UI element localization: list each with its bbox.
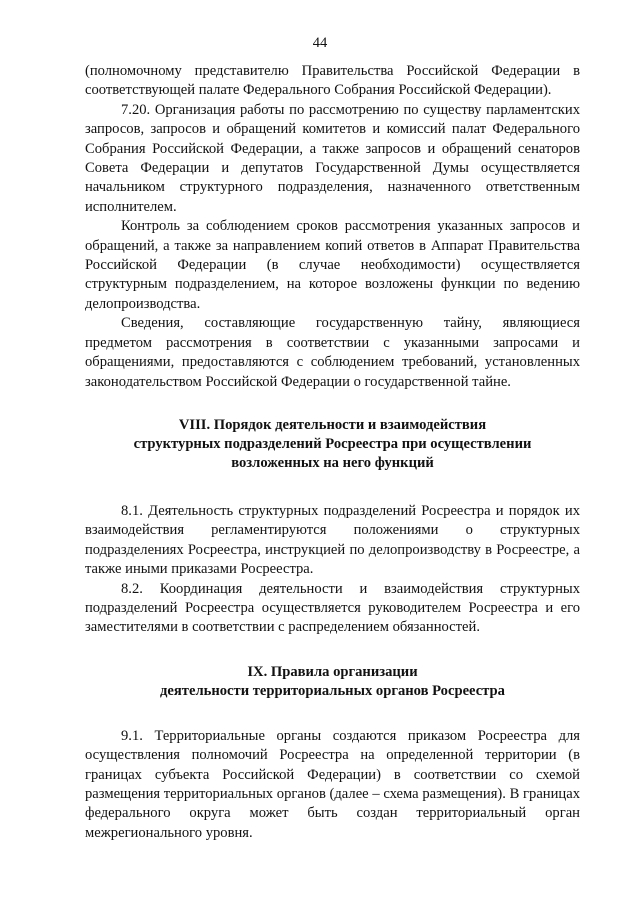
paragraph-8-1: 8.1. Деятельность структурных подразделений Росреестра и порядок их взаимодействия регламентируются положениями о структурных подразделениях Росреестра, инструкцией по делопроизводству в Росреестре, а также иными приказами Росреестра. <box>85 502 580 578</box>
section-8-title-line: VIII. Порядок деятельности и взаимодействия <box>178 416 487 433</box>
paragraph-8-2: 8.2. Координация деятельности и взаимодействия структурных подразделений Росреестра осуществляется руководителем Росреестра и его заместителями в соответствии с распределением обязанностей. <box>85 580 580 636</box>
paragraph-control: Контроль за соблюдением сроков рассмотрения указанных запросов и обращений, а также за направлением копий ответов в Аппарат Правительства Российской Федерации (в случае необходимости) осуществляется структурным подразделением, на которое возложены функции по ведению делопроизводства. <box>85 218 580 312</box>
section-8-title-line: возложенных на него функций <box>231 454 434 471</box>
section-9-heading <box>85 663 580 701</box>
paragraph-continuation: (полномочному представителю Правительства Российской Федерации в соответствующей палате Федерального Собрания Российской Федерации). <box>85 63 580 99</box>
page-content <box>85 62 580 843</box>
section-8-title-line: структурных подразделений Росреестра при осуществлении <box>133 435 532 452</box>
section-8-heading <box>85 416 580 473</box>
paragraph-secret-info: Сведения, составляющие государственную тайну, являющиеся предметом рассмотрения в соответствии с указанными запросами и обращениями, предоставляются с соблюдением требований, установленных законодательством Российской Федерации о государственной тайне. <box>85 315 580 390</box>
section-9-title-line: IX. Правила организации <box>247 663 418 680</box>
section-9-title-line: деятельности территориальных органов Росреестра <box>160 682 505 699</box>
paragraph-7-20: 7.20. Организация работы по рассмотрению по существу парламентских запросов, запросов и обращений комитетов и комиссий палат Федерального Собрания Российской Федерации, а также запросов и обращений сенаторов Совета Федерации и депутатов Государственной Думы осуществляется начальником структурного подразделения, назначенного ответственным исполнителем. <box>85 101 580 215</box>
paragraph-9-1: 9.1. Территориальные органы создаются приказом Росреестра для осуществления полномочий Росреестра на определенной территории (в границах субъекта Российской Федерации) в соответствии со схемой размещения территориальных органов (далее – схема размещения). В границах федерального округа может быть создан территориальный орган межрегионального уровня. <box>85 727 580 841</box>
page-number: 44 <box>312 35 328 51</box>
